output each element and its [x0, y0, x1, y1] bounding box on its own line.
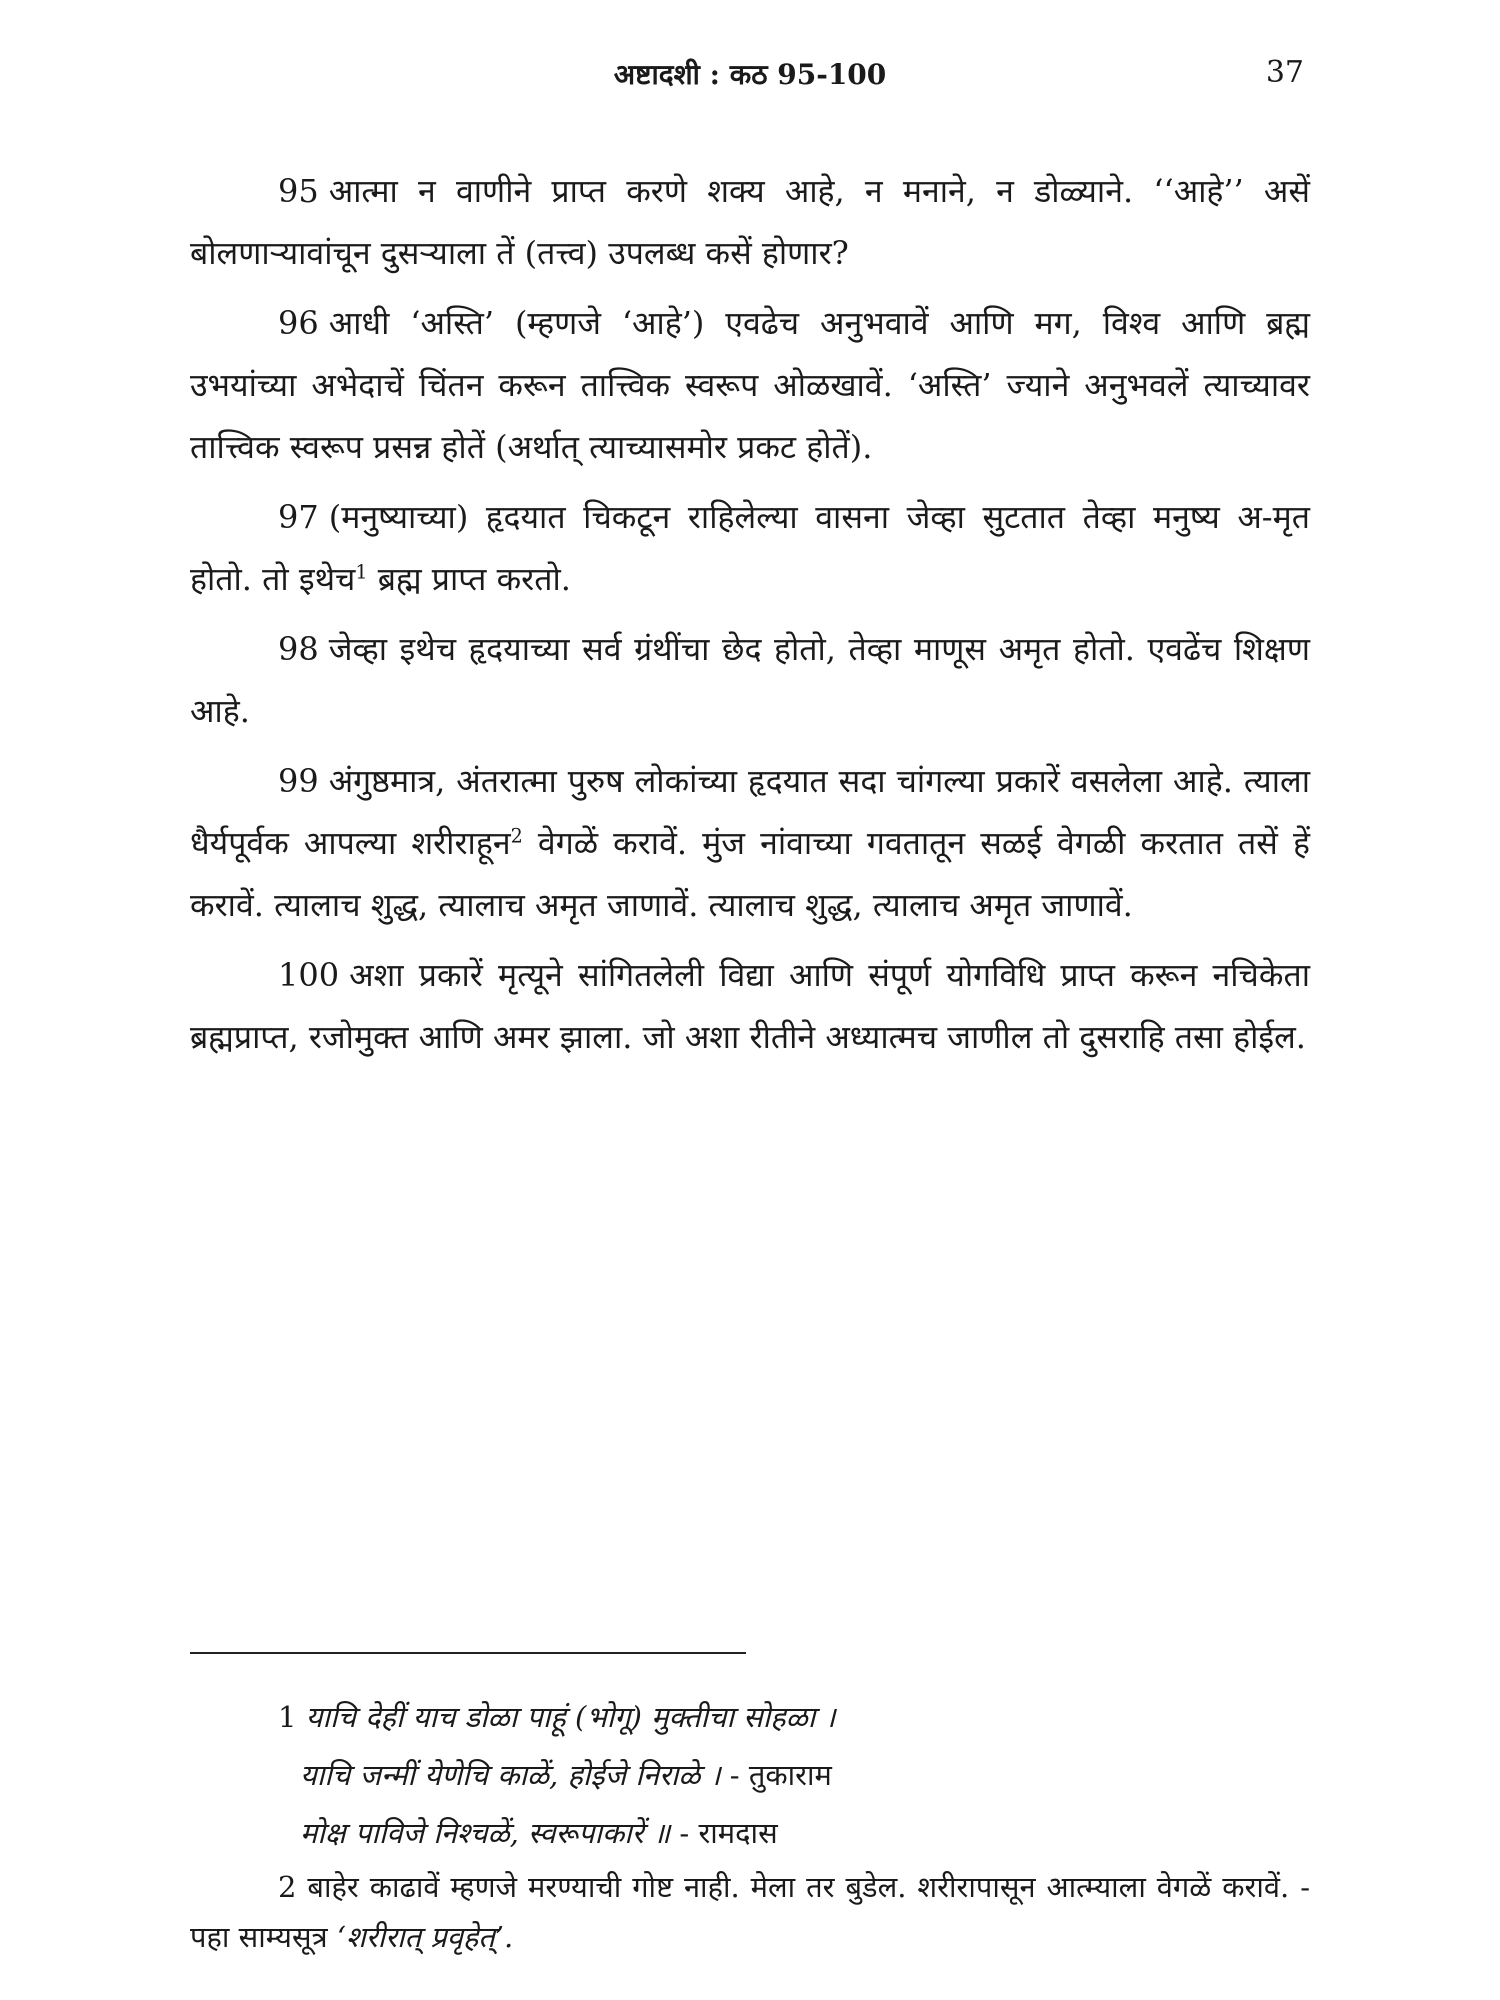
verse-number: 96 — [278, 304, 319, 342]
footnote-ref-1[interactable]: 1 — [355, 560, 368, 584]
footnote-1-line-2 — [278, 1746, 1310, 1804]
footnote-1-line-1 — [278, 1688, 1310, 1746]
footnote-1-line-3 — [278, 1804, 1310, 1862]
paragraph-95 — [190, 160, 1310, 284]
verse-number: 98 — [278, 630, 319, 668]
verse-number: 100 — [278, 956, 340, 994]
footnote-2 — [190, 1862, 1310, 1962]
footnote-divider — [190, 1652, 746, 1654]
paragraph-text: आधी ‘अस्ति’ (म्हणजे ‘आहे’) एवढेच अनुभवावें आणि मग, विश्व आणि ब्रह्म उभयांच्या अभेदाचें चिंतन करून तात्त्विक स्वरूप ओळखावें. ‘अस्ति’ ज्याने अनुभवलें त्याच्यावर तात्त्विक स्वरूप प्रसन्न होतें (अर्थात् त्याच्यासमोर प्रकट होतें). — [190, 304, 1310, 466]
footnote-quote: ‘शरीरात् प्रवृहेत्’. — [336, 1920, 514, 1954]
footnotes — [190, 1688, 1310, 1962]
paragraph-100 — [190, 944, 1310, 1068]
main-text — [190, 160, 1310, 1076]
verse-number: 97 — [278, 498, 319, 536]
footnote-text: बाहेर काढावें म्हणजे मरण्याची गोष्ट नाही. मेला तर बुडेल. शरीरापासून आत्म्याला वेगळें करावें. - पहा साम्यसूत्र — [190, 1870, 1310, 1954]
footnote-verse: याचि जन्मीं येणेचि काळें, होईजे निराळे । — [300, 1758, 721, 1792]
paragraph-96 — [190, 292, 1310, 478]
footnote-author: - रामदास — [670, 1816, 778, 1850]
footnote-ref-2[interactable]: 2 — [510, 824, 523, 848]
paragraph-98 — [190, 618, 1310, 742]
verse-number: 95 — [278, 172, 319, 210]
footnote-1 — [190, 1688, 1310, 1862]
page-number: 37 — [1265, 55, 1304, 90]
paragraph-text: जेव्हा इथेच हृदयाच्या सर्व ग्रंथींचा छेद होतो, तेव्हा माणूस अमृत होतो. एवढेंच शिक्षण आहे. — [190, 630, 1310, 730]
page-header — [0, 55, 1500, 105]
paragraph-text-cont: वेगळें करावें. मुंज नांवाच्या गवतातून सळई वेगळी करतात तसें हें करावें. त्यालाच शुद्ध, त्यालाच अमृत जाणावें. त्यालाच शुद्ध, त्यालाच अमृत जाणावें. — [190, 824, 1310, 924]
paragraph-text: अशा प्रकारें मृत्यूने सांगितलेली विद्या आणि संपूर्ण योगविधि प्राप्त करून नचिकेता ब्रह्मप्राप्त, रजोमुक्त आणि अमर झाला. जो अशा रीतीने अध्यात्मच जाणील तो दुसराहि तसा होईल. — [190, 956, 1310, 1056]
verse-number: 99 — [278, 762, 319, 800]
footnote-number: 2 — [278, 1870, 297, 1904]
footnote-verse: मोक्ष पाविजे निश्चळें, स्वरूपाकारें ॥ — [300, 1816, 671, 1850]
paragraph-99 — [190, 750, 1310, 936]
paragraph-text-cont: ब्रह्म प्राप्त करतो. — [367, 560, 571, 598]
running-title: अष्टादशी : कठ 95-100 — [613, 58, 887, 91]
paragraph-text: अंगुष्ठमात्र, अंतरात्मा पुरुष लोकांच्या हृदयात सदा चांगल्या प्रकारें वसलेला आहे. त्याला धैर्यपूर्वक आपल्या शरीराहून — [190, 762, 1310, 862]
footnote-number: 1 — [278, 1700, 297, 1734]
paragraph-text: आत्मा न वाणीने प्राप्त करणे शक्य आहे, न मनाने, न डोळ्याने. ‘‘आहे’’ असें बोलणाऱ्यावांचून दुसऱ्याला तें (तत्त्व) उपलब्ध कसें होणार? — [190, 172, 1310, 272]
footnote-verse: याचि देहीं याच डोळा पाहूं (भोगू) मुक्तीचा सोहळा । — [305, 1700, 836, 1734]
paragraph-text: (मनुष्याच्या) हृदयात चिकटून राहिलेल्या वासना जेव्हा सुटतात तेव्हा मनुष्य अ-मृत होतो. तो इथेच — [190, 498, 1310, 598]
paragraph-97 — [190, 486, 1310, 610]
footnote-author: - तुकाराम — [720, 1758, 832, 1792]
